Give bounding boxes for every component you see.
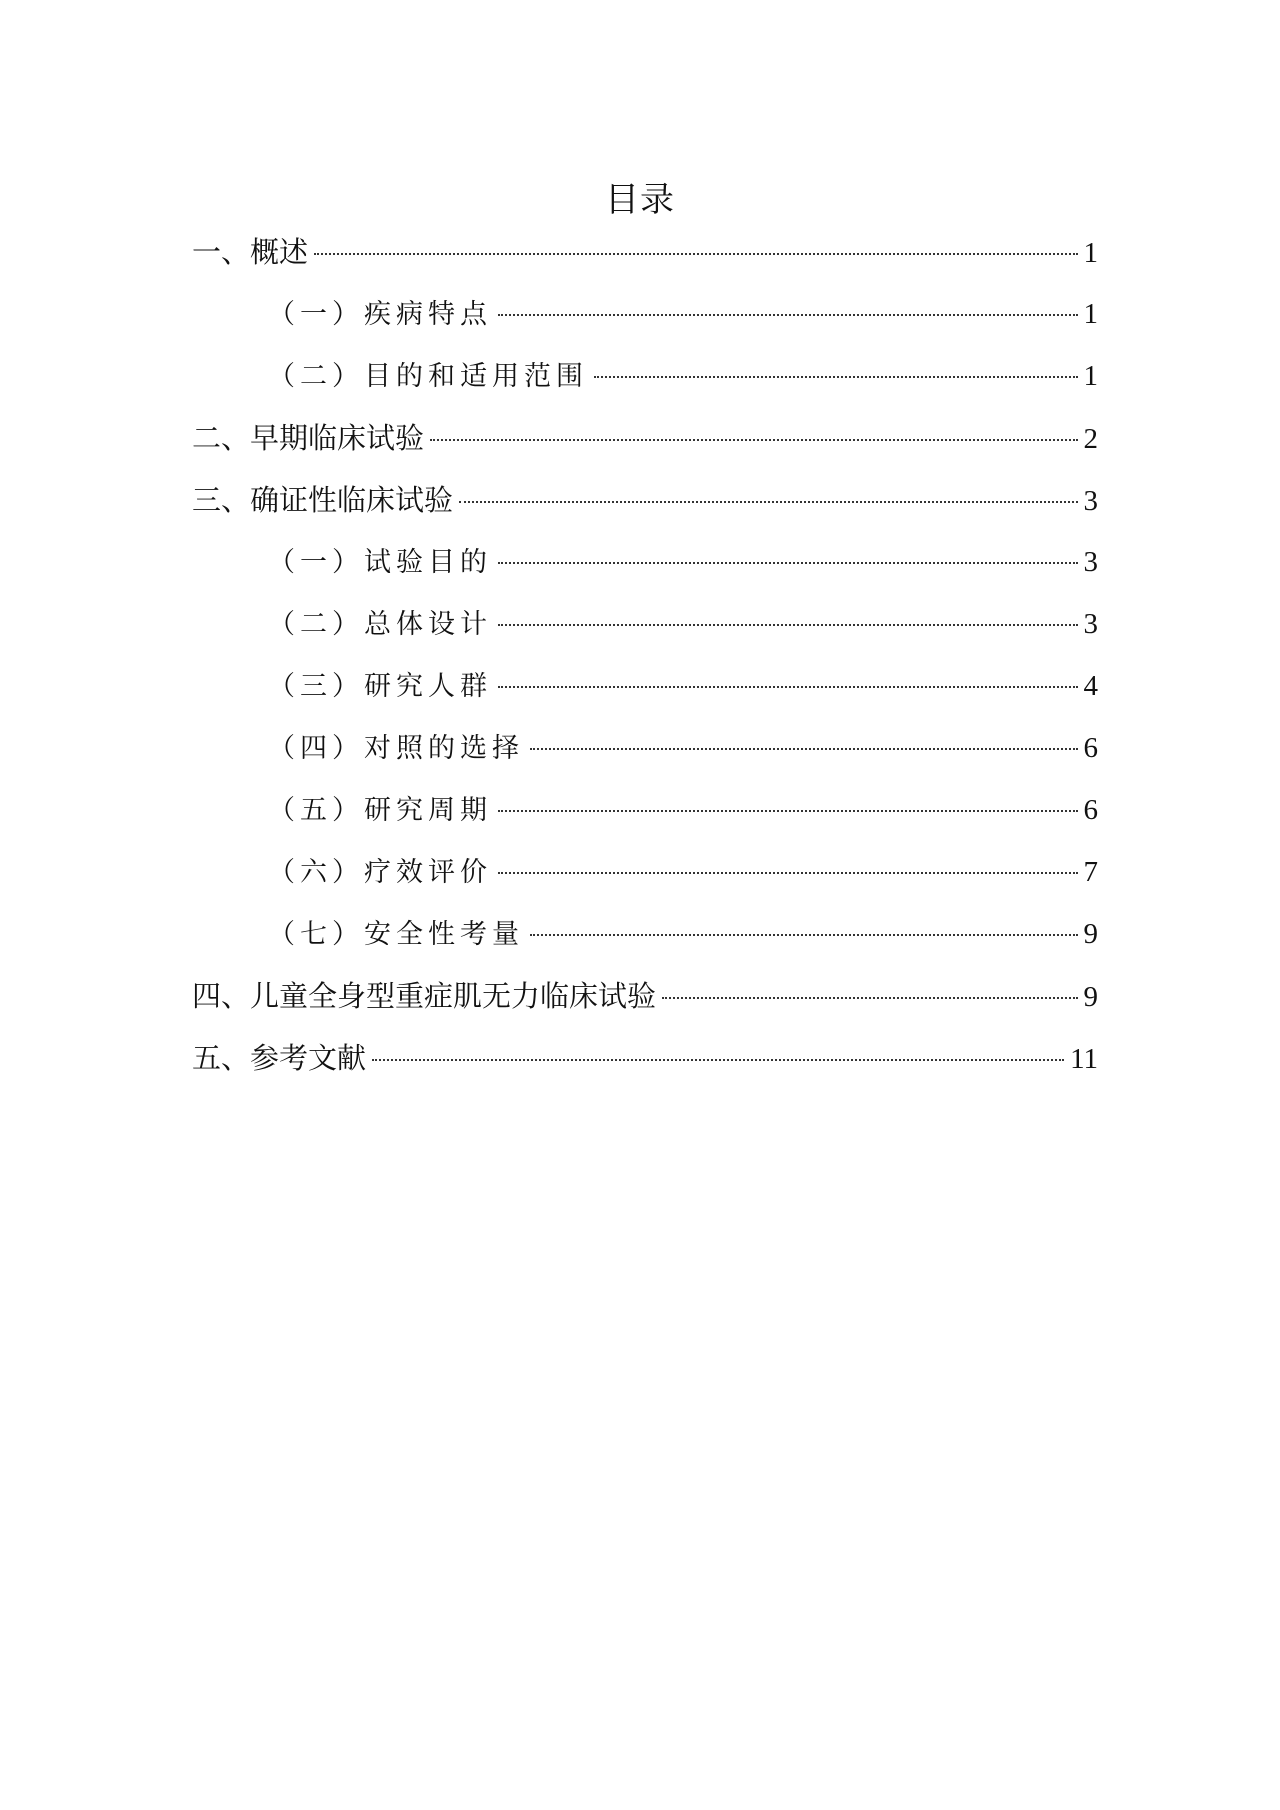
dot-leader xyxy=(498,314,1078,316)
toc-entry-label: 四、儿童全身型重症肌无力临床试验 xyxy=(192,979,657,1013)
toc-title: 目录 xyxy=(605,180,675,220)
dot-leader xyxy=(314,253,1077,255)
toc-entry-references[interactable] xyxy=(192,1038,1098,1078)
toc-page-number: 3 xyxy=(1083,485,1098,517)
toc-page-number: 9 xyxy=(1083,918,1098,950)
dot-leader xyxy=(459,501,1077,503)
toc-page-number: 3 xyxy=(1083,546,1098,578)
toc-entry-efficacy-evaluation[interactable] xyxy=(268,852,1098,892)
dot-leader xyxy=(498,562,1078,564)
dot-leader xyxy=(498,810,1078,812)
toc-entry-overall-design[interactable] xyxy=(268,604,1098,644)
toc-entry-trial-objective[interactable] xyxy=(268,542,1098,582)
toc-page-number: 11 xyxy=(1070,1043,1098,1075)
dot-leader xyxy=(594,376,1078,378)
dot-leader xyxy=(530,934,1078,936)
toc-page-number: 1 xyxy=(1083,237,1098,269)
toc-entry-label: （七）安全性考量 xyxy=(268,919,524,950)
toc-entry-overview[interactable] xyxy=(192,232,1098,272)
toc-page-number: 1 xyxy=(1083,298,1098,330)
toc-entry-confirmatory-trials[interactable] xyxy=(192,480,1098,520)
toc-entry-label: 一、概述 xyxy=(192,235,309,269)
toc-entry-label: （五）研究周期 xyxy=(268,795,492,826)
toc-entry-label: （六）疗效评价 xyxy=(268,857,492,888)
toc-entry-safety-considerations[interactable] xyxy=(268,914,1098,954)
dot-leader xyxy=(372,1059,1064,1061)
toc-entry-label: （三）研究人群 xyxy=(268,671,492,702)
toc-entry-pediatric-trials[interactable] xyxy=(192,976,1098,1016)
dot-leader xyxy=(662,997,1077,999)
toc-page-number: 6 xyxy=(1083,794,1098,826)
toc-page-number: 6 xyxy=(1083,732,1098,764)
toc-entry-control-selection[interactable] xyxy=(268,728,1098,768)
toc-page-number: 4 xyxy=(1083,670,1098,702)
toc-entry-label: （四）对照的选择 xyxy=(268,733,524,764)
toc-entry-label: 二、早期临床试验 xyxy=(192,421,425,455)
toc-page-number: 7 xyxy=(1083,856,1098,888)
toc-entry-study-population[interactable] xyxy=(268,666,1098,706)
dot-leader xyxy=(498,872,1078,874)
toc-entry-label: （一）试验目的 xyxy=(268,547,492,578)
toc-page-number: 1 xyxy=(1083,360,1098,392)
dot-leader xyxy=(530,748,1078,750)
toc-entry-label: （二）总体设计 xyxy=(268,609,492,640)
toc-entry-purpose-scope[interactable] xyxy=(268,356,1098,396)
toc-page-number: 9 xyxy=(1083,981,1098,1013)
dot-leader xyxy=(498,686,1078,688)
toc-entry-label: （一）疾病特点 xyxy=(268,299,492,330)
toc-entry-study-period[interactable] xyxy=(268,790,1098,830)
toc-entry-label: （二）目的和适用范围 xyxy=(268,361,588,392)
toc-page-number: 2 xyxy=(1083,423,1098,455)
toc-entry-label: 三、确证性临床试验 xyxy=(192,483,454,517)
dot-leader xyxy=(430,439,1077,441)
toc-entry-early-trials[interactable] xyxy=(192,418,1098,458)
toc-entry-label: 五、参考文献 xyxy=(192,1041,367,1075)
toc-entry-disease-features[interactable] xyxy=(268,294,1098,334)
toc-page-number: 3 xyxy=(1083,608,1098,640)
dot-leader xyxy=(498,624,1078,626)
